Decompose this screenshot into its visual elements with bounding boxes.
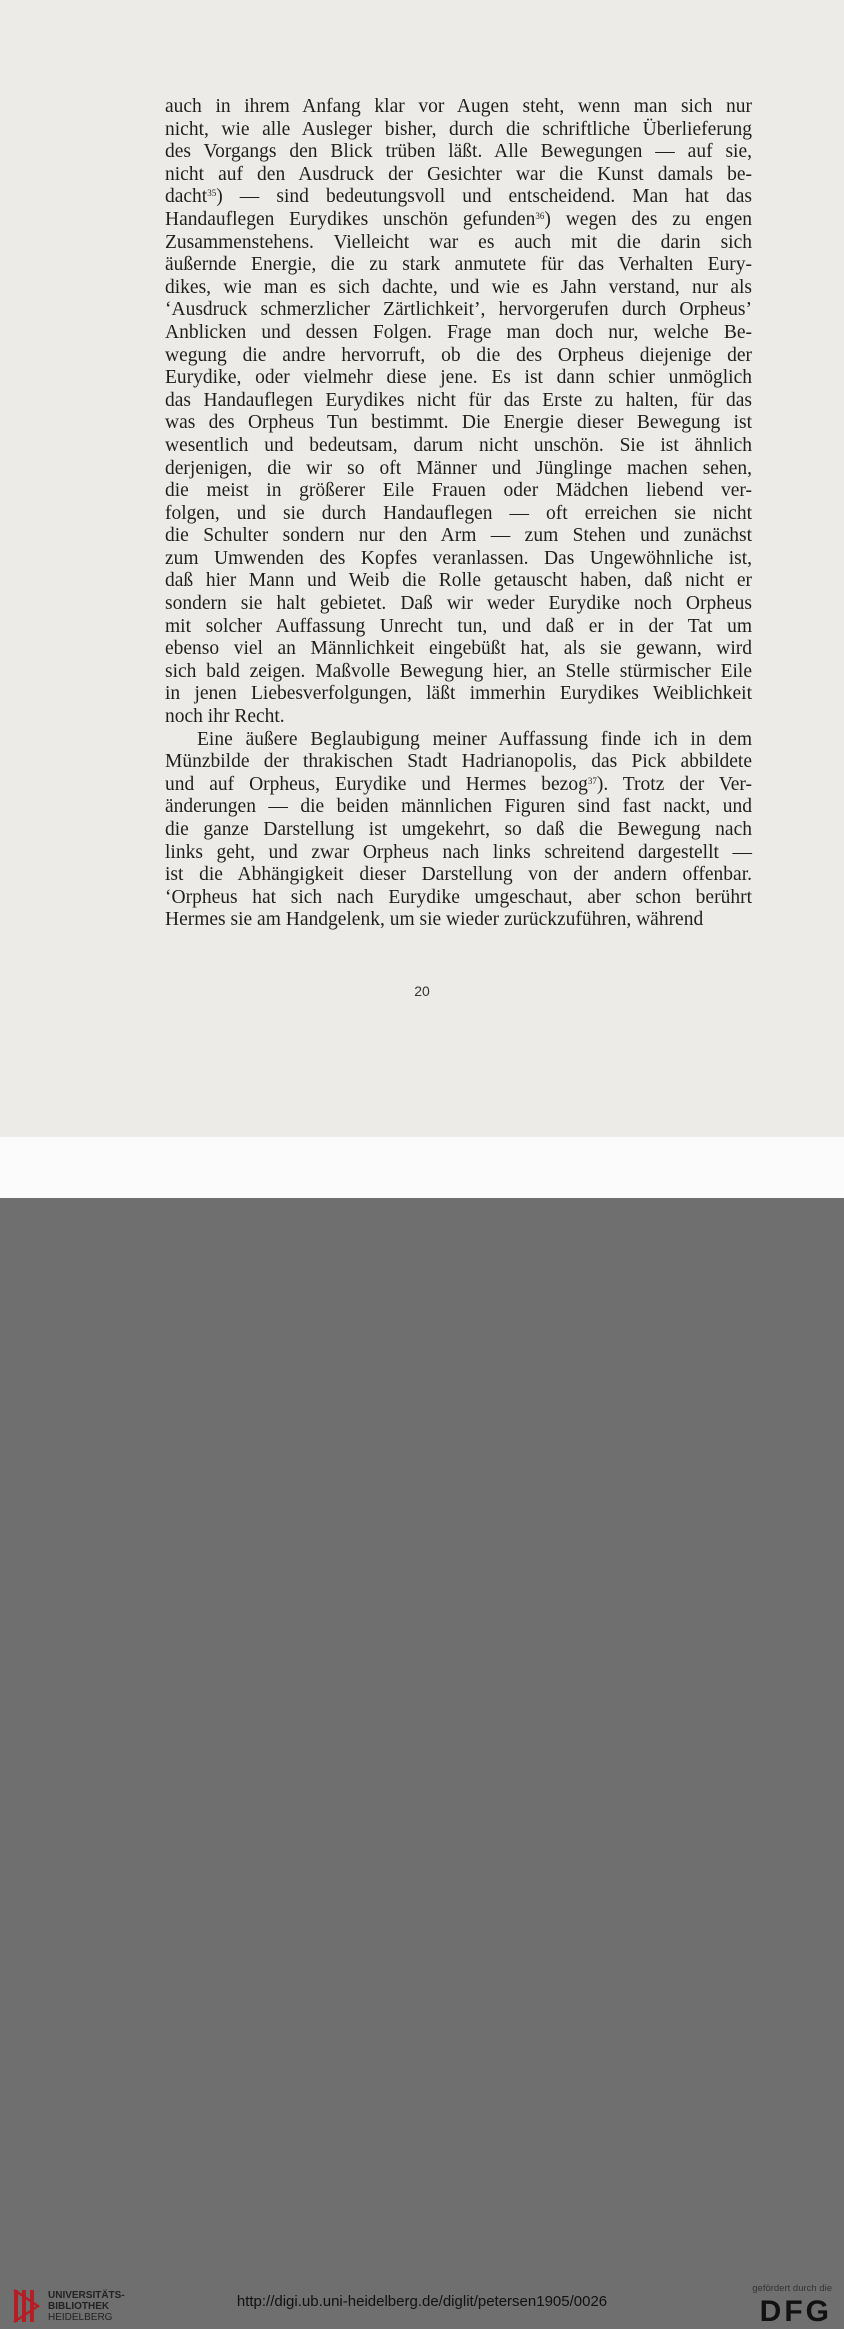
text-line: ‘Orpheus hat sich nach Eurydike umgeschaut, aber schon berührt bbox=[165, 886, 752, 908]
funded-by-label: gefördert durch die bbox=[752, 2283, 832, 2294]
text-line: nicht auf den Ausdruck der Gesichter war die Kunst damals be- bbox=[165, 163, 752, 185]
text-line: Münzbilde der thrakischen Stadt Hadrianopolis, das Pick abbildete bbox=[165, 751, 752, 773]
text-line: wesentlich und bedeutsam, darum nicht unschön. Sie ist ähnlich bbox=[165, 434, 752, 456]
library-name-line: UNIVERSITÄTS- bbox=[48, 2290, 125, 2301]
text-line: zum Umwenden des Kopfes veranlassen. Das Ungewöhnliche ist, bbox=[165, 547, 752, 569]
body-text bbox=[165, 96, 752, 932]
text-line: des Vorgangs den Blick trüben läßt. Alle Bewegungen — auf sie, bbox=[165, 141, 752, 163]
text-line: Handauflegen Eurydikes unschön gefunden$^{36}$) wegen des zu engen bbox=[165, 208, 752, 230]
text-line: dikes, wie man es sich dachte, und wie es Jahn verstand, nur als bbox=[165, 276, 752, 298]
dfg-logo: DFG bbox=[759, 2295, 832, 2328]
text-line: derjenigen, die wir so oft Männer und Jünglinge machen sehen, bbox=[165, 457, 752, 479]
text-line: äußernde Energie, die zu stark anmutete für das Verhalten Eury- bbox=[165, 254, 752, 276]
text-line: Eine äußere Beglaubigung meiner Auffassung finde ich in dem bbox=[197, 728, 752, 750]
page-number: 20 bbox=[414, 983, 430, 999]
text-line: die Schulter sondern nur den Arm — zum Stehen und zunächst bbox=[165, 525, 752, 547]
text-line: noch ihr Recht. bbox=[165, 706, 285, 728]
text-line: sich bald zeigen. Maßvolle Bewegung hier, an Stelle stürmischer Eile bbox=[165, 660, 752, 682]
text-line: was des Orpheus Tun bestimmt. Die Energie dieser Bewegung ist bbox=[165, 412, 752, 434]
text-line: mit solcher Auffassung Unrecht tun, und daß er in der Tat um bbox=[165, 615, 752, 637]
text-line: das Handauflegen Eurydikes nicht für das Erste zu halten, für das bbox=[165, 389, 752, 411]
scanned-page bbox=[0, 0, 844, 1137]
text-line: daß hier Mann und Weib die Rolle getauscht haben, daß nicht er bbox=[165, 570, 752, 592]
text-line: sondern sie halt gebietet. Daß wir weder Eurydike noch Orpheus bbox=[165, 593, 752, 615]
document-url-link[interactable]: http://digi.ub.uni-heidelberg.de/diglit/petersen1905/0026 bbox=[236, 2293, 608, 2310]
text-line: änderungen — die beiden männlichen Figuren sind fast nackt, und bbox=[165, 796, 752, 818]
viewer-footer bbox=[0, 1137, 844, 2328]
text-line: auch in ihrem Anfang klar vor Augen steht, wenn man sich nur bbox=[165, 96, 752, 117]
text-line: Zusammenstehens. Vielleicht war es auch mit die darin sich bbox=[165, 231, 752, 253]
text-line: ‘Ausdruck schmerzlicher Zärtlichkeit’, hervorgerufen durch Orpheus’ bbox=[165, 299, 752, 321]
text-line: die meist in größerer Eile Frauen oder Mädchen liebend ver- bbox=[165, 480, 752, 502]
library-name-line: HEIDELBERG bbox=[48, 2312, 113, 2323]
text-line: wegung die andre hervorruft, ob die des Orpheus diejenige der bbox=[165, 344, 752, 366]
text-line: ebenso viel an Männlichkeit eingebüßt hat, als sie gewann, wird bbox=[165, 638, 752, 660]
text-line: Eurydike, oder vielmehr diese jene. Es ist dann schier unmöglich bbox=[165, 367, 752, 389]
text-line: ist die Abhängigkeit dieser Darstellung von der andern offenbar. bbox=[165, 864, 752, 886]
text-line: die ganze Darstellung ist umgekehrt, so daß die Bewegung nach bbox=[165, 819, 752, 840]
text-line: nicht, wie alle Ausleger bisher, durch die schriftliche Überlieferung bbox=[165, 118, 752, 140]
text-line: und auf Orpheus, Eurydike und Hermes bezog$^{37}$). Trotz der Ver- bbox=[165, 773, 753, 795]
text-line: Hermes sie am Handgelenk, um sie wieder zurückzuführen, während bbox=[165, 909, 704, 931]
text-line: links geht, und zwar Orpheus nach links schreitend dargestellt — bbox=[165, 841, 752, 863]
library-name-line: BIBLIOTHEK bbox=[48, 2301, 110, 2312]
text-line: in jenen Liebesverfolgungen, läßt immerhin Eurydikes Weiblichkeit bbox=[165, 683, 752, 705]
text-line: folgen, und sie durch Handauflegen — oft erreichen sie nicht bbox=[165, 502, 752, 524]
text-line: Anblicken und dessen Folgen. Frage man doch nur, welche Be- bbox=[165, 321, 752, 343]
text-line: dacht$^{35}$) — sind bedeutungsvoll und entscheidend. Man hat das bbox=[165, 186, 752, 208]
